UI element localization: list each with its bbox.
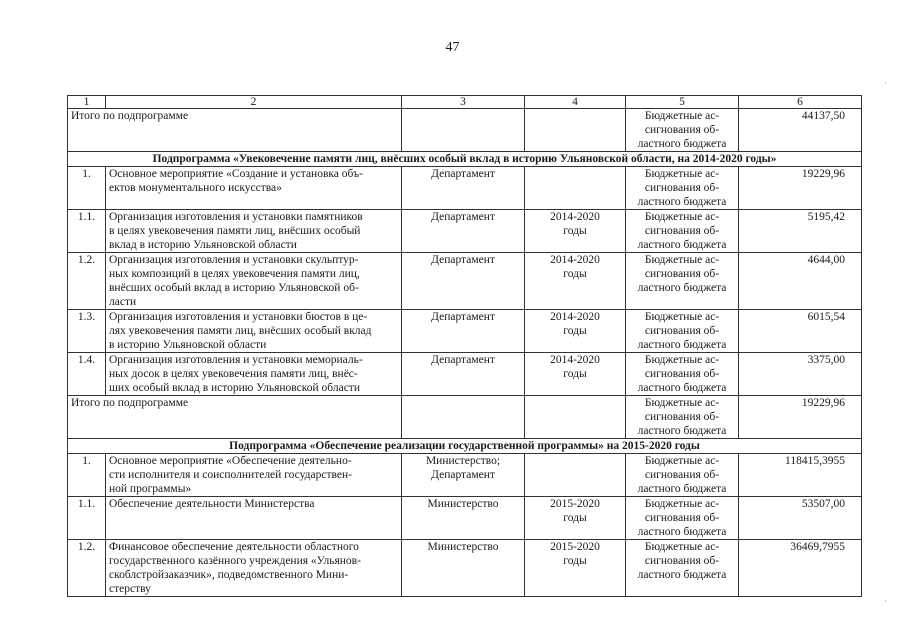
amount-cell: 118415,3955	[739, 454, 862, 497]
amount-cell: 6015,54	[739, 310, 862, 353]
amount-cell: 44137,50	[739, 109, 862, 152]
item-number: 1.2.	[68, 540, 106, 597]
item-description: Финансовое обеспечение деятельности областного государственного казённого учреждения «Ульянов- скоблстройзаказчик», подведомственного Мини- стерству	[106, 540, 402, 597]
amount-cell: 5195,42	[739, 210, 862, 253]
item-description: Организация изготовления и установки бюстов в це- лях увековечения памяти лиц, внёсших особый вклад в историю Ульяновской области	[106, 310, 402, 353]
item-number: 1.	[68, 167, 106, 210]
table-row	[68, 353, 862, 396]
executor-cell: Департамент	[402, 310, 525, 353]
item-number: 1.1.	[68, 210, 106, 253]
total-label: Итого по подпрограмме	[68, 396, 402, 439]
term-cell: 2014-2020 годы	[525, 253, 626, 310]
table-header-row	[68, 96, 862, 109]
amount-cell: 19229,96	[739, 167, 862, 210]
funding-source-cell: Бюджетные ас- сигнования об- ластного бюджета	[626, 253, 739, 310]
executor-cell: Департамент	[402, 167, 525, 210]
funding-source-cell: Бюджетные ас- сигнования об- ластного бюджета	[626, 167, 739, 210]
funding-source-cell: Бюджетные ас- сигнования об- ластного бюджета	[626, 540, 739, 597]
table-row	[68, 454, 862, 497]
term-cell	[525, 396, 626, 439]
amount-cell: 36469,7955	[739, 540, 862, 597]
subprogram-title: Подпрограмма «Обеспечение реализации государственной программы» на 2015-2020 годы	[68, 439, 862, 454]
item-description: Организация изготовления и установки мемориаль- ных досок в целях увековечения памяти лиц, внёс- ших особый вклад в историю Ульяновской области	[106, 353, 402, 396]
executor-cell: Департамент	[402, 353, 525, 396]
item-number: 1.1.	[68, 497, 106, 540]
executor-cell: Департамент	[402, 253, 525, 310]
term-cell: 2015-2020 годы	[525, 497, 626, 540]
item-description: Основное мероприятие «Создание и установка объ- ектов монументального искусства»	[106, 167, 402, 210]
term-cell	[525, 454, 626, 497]
amount-cell: 53507,00	[739, 497, 862, 540]
scan-mark: ·	[884, 78, 887, 88]
column-header: 1	[68, 96, 106, 109]
table-row	[68, 210, 862, 253]
item-number: 1.2.	[68, 253, 106, 310]
executor-cell	[402, 109, 525, 152]
funding-source-cell: Бюджетные ас- сигнования об- ластного бюджета	[626, 210, 739, 253]
column-header: 6	[739, 96, 862, 109]
item-number: 1.3.	[68, 310, 106, 353]
executor-cell: Министерство	[402, 497, 525, 540]
term-cell: 2014-2020 годы	[525, 310, 626, 353]
item-number: 1.4.	[68, 353, 106, 396]
table-row	[68, 167, 862, 210]
funding-source-cell: Бюджетные ас- сигнования об- ластного бюджета	[626, 310, 739, 353]
total-label: Итого по подпрограмме	[68, 109, 402, 152]
term-cell	[525, 167, 626, 210]
column-header: 3	[402, 96, 525, 109]
table-row	[68, 310, 862, 353]
table-row	[68, 497, 862, 540]
executor-cell: Министерство; Департамент	[402, 454, 525, 497]
executor-cell: Департамент	[402, 210, 525, 253]
executor-cell: Министерство	[402, 540, 525, 597]
subprogram-title: Подпрограмма «Увековечение памяти лиц, внёсших особый вклад в историю Ульяновской области, на 2014-2020 годы»	[68, 152, 862, 167]
term-cell: 2014-2020 годы	[525, 353, 626, 396]
item-description: Организация изготовления и установки памятников в целях увековечения памяти лиц, внёсших особый вклад в историю Ульяновской области	[106, 210, 402, 253]
item-description: Основное мероприятие «Обеспечение деятельно- сти исполнителя и соисполнителей государствен- ной программы»	[106, 454, 402, 497]
item-description: Обеспечение деятельности Министерства	[106, 497, 402, 540]
column-header: 5	[626, 96, 739, 109]
item-description: Организация изготовления и установки скульптур- ных композиций в целях увековечения памяти лиц, внёсших особый вклад в историю Ульяновской об- ласти	[106, 253, 402, 310]
executor-cell	[402, 396, 525, 439]
table-row	[68, 540, 862, 597]
amount-cell: 3375,00	[739, 353, 862, 396]
funding-source-cell: Бюджетные ас- сигнования об- ластного бюджета	[626, 353, 739, 396]
funding-source-cell: Бюджетные ас- сигнования об- ластного бюджета	[626, 454, 739, 497]
term-cell: 2015-2020 годы	[525, 540, 626, 597]
term-cell: 2014-2020 годы	[525, 210, 626, 253]
amount-cell: 4644,00	[739, 253, 862, 310]
total-row	[68, 109, 862, 152]
table-row	[68, 253, 862, 310]
scan-mark: ·	[884, 596, 887, 606]
total-row	[68, 396, 862, 439]
budget-table	[67, 95, 862, 597]
page-number: 47	[445, 40, 460, 55]
term-cell	[525, 109, 626, 152]
funding-source-cell: Бюджетные ас- сигнования об- ластного бюджета	[626, 109, 739, 152]
subprogram-row	[68, 439, 862, 454]
amount-cell: 19229,96	[739, 396, 862, 439]
column-header: 2	[106, 96, 402, 109]
funding-source-cell: Бюджетные ас- сигнования об- ластного бюджета	[626, 396, 739, 439]
subprogram-row	[68, 152, 862, 167]
funding-source-cell: Бюджетные ас- сигнования об- ластного бюджета	[626, 497, 739, 540]
column-header: 4	[525, 96, 626, 109]
item-number: 1.	[68, 454, 106, 497]
